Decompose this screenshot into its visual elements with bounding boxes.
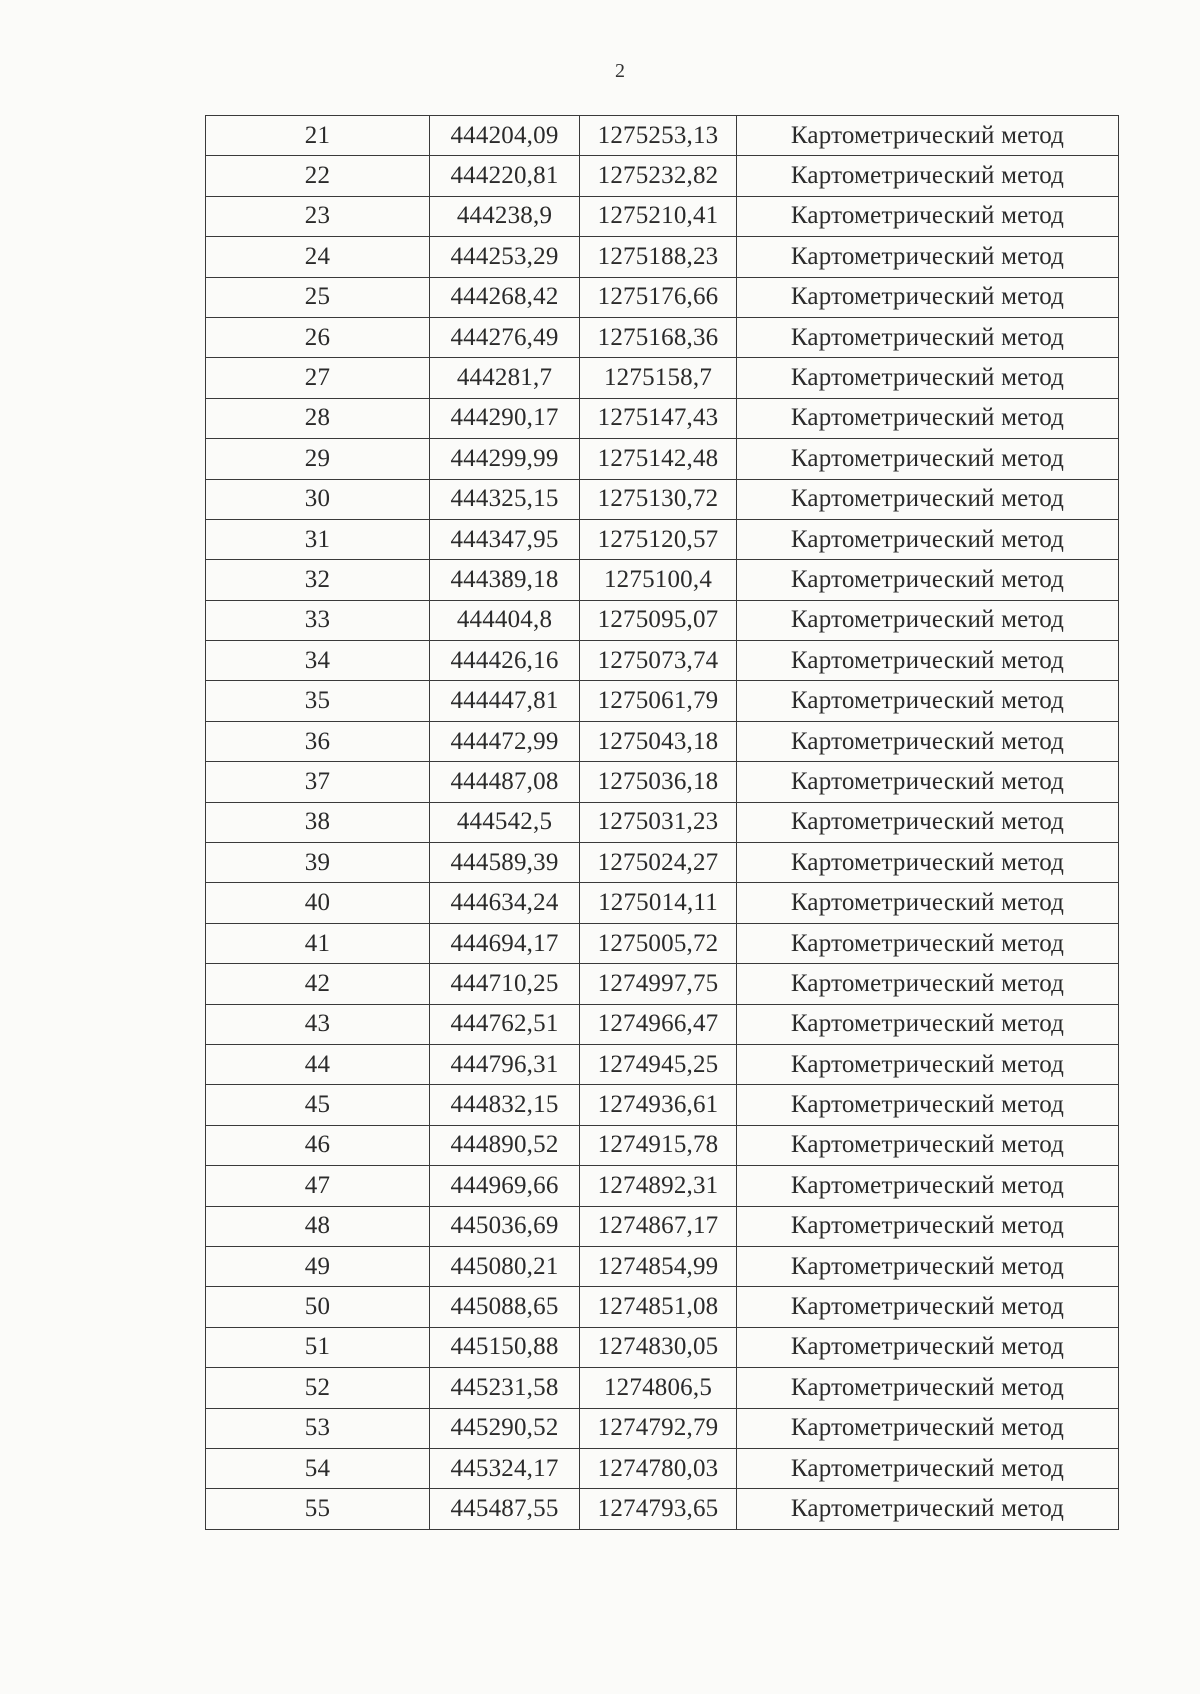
y-coordinate-cell: 1274851,08	[580, 1287, 737, 1327]
table-row	[206, 762, 1119, 802]
y-coordinate-cell: 1275142,48	[580, 439, 737, 479]
y-coordinate-cell: 1274966,47	[580, 1004, 737, 1044]
y-coordinate-cell: 1274806,5	[580, 1368, 737, 1408]
method-cell: Картометрический метод	[737, 358, 1119, 398]
x-coordinate-cell: 444542,5	[430, 802, 580, 842]
method-cell: Картометрический метод	[737, 1004, 1119, 1044]
point-number-cell: 26	[206, 317, 430, 357]
table-row	[206, 317, 1119, 357]
x-coordinate-cell: 444634,24	[430, 883, 580, 923]
point-number-cell: 38	[206, 802, 430, 842]
point-number-cell: 50	[206, 1287, 430, 1327]
table-row	[206, 923, 1119, 963]
table-row	[206, 600, 1119, 640]
y-coordinate-cell: 1275130,72	[580, 479, 737, 519]
x-coordinate-cell: 444969,66	[430, 1166, 580, 1206]
point-number-cell: 28	[206, 398, 430, 438]
x-coordinate-cell: 444832,15	[430, 1085, 580, 1125]
table-row	[206, 883, 1119, 923]
method-cell: Картометрический метод	[737, 1368, 1119, 1408]
x-coordinate-cell: 445150,88	[430, 1327, 580, 1367]
point-number-cell: 48	[206, 1206, 430, 1246]
table-row	[206, 802, 1119, 842]
table-row	[206, 1125, 1119, 1165]
method-cell: Картометрический метод	[737, 479, 1119, 519]
y-coordinate-cell: 1275120,57	[580, 519, 737, 559]
point-number-cell: 52	[206, 1368, 430, 1408]
y-coordinate-cell: 1275005,72	[580, 923, 737, 963]
method-cell: Картометрический метод	[737, 1125, 1119, 1165]
point-number-cell: 41	[206, 923, 430, 963]
x-coordinate-cell: 444268,42	[430, 277, 580, 317]
point-number-cell: 34	[206, 641, 430, 681]
point-number-cell: 29	[206, 439, 430, 479]
table-row	[206, 641, 1119, 681]
x-coordinate-cell: 445231,58	[430, 1368, 580, 1408]
method-cell: Картометрический метод	[737, 116, 1119, 156]
table-row	[206, 156, 1119, 196]
method-cell: Картометрический метод	[737, 1085, 1119, 1125]
table-row	[206, 1166, 1119, 1206]
y-coordinate-cell: 1274997,75	[580, 964, 737, 1004]
point-number-cell: 51	[206, 1327, 430, 1367]
x-coordinate-cell: 445324,17	[430, 1448, 580, 1488]
point-number-cell: 24	[206, 237, 430, 277]
table-row	[206, 560, 1119, 600]
x-coordinate-cell: 444762,51	[430, 1004, 580, 1044]
method-cell: Картометрический метод	[737, 964, 1119, 1004]
method-cell: Картометрический метод	[737, 237, 1119, 277]
y-coordinate-cell: 1275188,23	[580, 237, 737, 277]
x-coordinate-cell: 444299,99	[430, 439, 580, 479]
x-coordinate-cell: 444694,17	[430, 923, 580, 963]
y-coordinate-cell: 1274792,79	[580, 1408, 737, 1448]
method-cell: Картометрический метод	[737, 762, 1119, 802]
x-coordinate-cell: 444389,18	[430, 560, 580, 600]
x-coordinate-cell: 444276,49	[430, 317, 580, 357]
point-number-cell: 25	[206, 277, 430, 317]
method-cell: Картометрический метод	[737, 641, 1119, 681]
point-number-cell: 49	[206, 1246, 430, 1286]
x-coordinate-cell: 444426,16	[430, 641, 580, 681]
point-number-cell: 27	[206, 358, 430, 398]
x-coordinate-cell: 444710,25	[430, 964, 580, 1004]
table-row	[206, 237, 1119, 277]
method-cell: Картометрический метод	[737, 1246, 1119, 1286]
point-number-cell: 36	[206, 721, 430, 761]
y-coordinate-cell: 1275147,43	[580, 398, 737, 438]
x-coordinate-cell: 444347,95	[430, 519, 580, 559]
y-coordinate-cell: 1274793,65	[580, 1489, 737, 1529]
y-coordinate-cell: 1275024,27	[580, 843, 737, 883]
y-coordinate-cell: 1274780,03	[580, 1448, 737, 1488]
y-coordinate-cell: 1275176,66	[580, 277, 737, 317]
table-row	[206, 1448, 1119, 1488]
table-row	[206, 843, 1119, 883]
table-row	[206, 519, 1119, 559]
method-cell: Картометрический метод	[737, 156, 1119, 196]
page-number: 2	[615, 60, 625, 82]
x-coordinate-cell: 444253,29	[430, 237, 580, 277]
x-coordinate-cell: 445088,65	[430, 1287, 580, 1327]
table-row	[206, 1044, 1119, 1084]
method-cell: Картометрический метод	[737, 1327, 1119, 1367]
table-row	[206, 439, 1119, 479]
x-coordinate-cell: 444487,08	[430, 762, 580, 802]
point-number-cell: 44	[206, 1044, 430, 1084]
y-coordinate-cell: 1275031,23	[580, 802, 737, 842]
point-number-cell: 47	[206, 1166, 430, 1206]
x-coordinate-cell: 445487,55	[430, 1489, 580, 1529]
point-number-cell: 46	[206, 1125, 430, 1165]
table-row	[206, 964, 1119, 1004]
method-cell: Картометрический метод	[737, 1287, 1119, 1327]
method-cell: Картометрический метод	[737, 398, 1119, 438]
point-number-cell: 37	[206, 762, 430, 802]
point-number-cell: 39	[206, 843, 430, 883]
x-coordinate-cell: 444238,9	[430, 196, 580, 236]
point-number-cell: 33	[206, 600, 430, 640]
method-cell: Картометрический метод	[737, 1408, 1119, 1448]
y-coordinate-cell: 1274867,17	[580, 1206, 737, 1246]
y-coordinate-cell: 1275210,41	[580, 196, 737, 236]
table-row	[206, 1408, 1119, 1448]
point-number-cell: 43	[206, 1004, 430, 1044]
point-number-cell: 31	[206, 519, 430, 559]
point-number-cell: 54	[206, 1448, 430, 1488]
method-cell: Картометрический метод	[737, 317, 1119, 357]
x-coordinate-cell: 444325,15	[430, 479, 580, 519]
y-coordinate-cell: 1274892,31	[580, 1166, 737, 1206]
method-cell: Картометрический метод	[737, 802, 1119, 842]
method-cell: Картометрический метод	[737, 1166, 1119, 1206]
y-coordinate-cell: 1275043,18	[580, 721, 737, 761]
method-cell: Картометрический метод	[737, 600, 1119, 640]
method-cell: Картометрический метод	[737, 196, 1119, 236]
point-number-cell: 22	[206, 156, 430, 196]
table-row	[206, 116, 1119, 156]
y-coordinate-cell: 1274936,61	[580, 1085, 737, 1125]
point-number-cell: 45	[206, 1085, 430, 1125]
table-row	[206, 1206, 1119, 1246]
y-coordinate-cell: 1275158,7	[580, 358, 737, 398]
y-coordinate-cell: 1274945,25	[580, 1044, 737, 1084]
table-row	[206, 1368, 1119, 1408]
x-coordinate-cell: 444589,39	[430, 843, 580, 883]
point-number-cell: 42	[206, 964, 430, 1004]
y-coordinate-cell: 1275036,18	[580, 762, 737, 802]
method-cell: Картометрический метод	[737, 277, 1119, 317]
method-cell: Картометрический метод	[737, 519, 1119, 559]
x-coordinate-cell: 444220,81	[430, 156, 580, 196]
method-cell: Картометрический метод	[737, 721, 1119, 761]
table-row	[206, 1085, 1119, 1125]
table-row	[206, 358, 1119, 398]
x-coordinate-cell: 444890,52	[430, 1125, 580, 1165]
table-row	[206, 1327, 1119, 1367]
coordinates-table	[205, 115, 1119, 1530]
y-coordinate-cell: 1275100,4	[580, 560, 737, 600]
method-cell: Картометрический метод	[737, 439, 1119, 479]
y-coordinate-cell: 1275073,74	[580, 641, 737, 681]
table-row	[206, 1287, 1119, 1327]
x-coordinate-cell: 444796,31	[430, 1044, 580, 1084]
x-coordinate-cell: 444204,09	[430, 116, 580, 156]
point-number-cell: 40	[206, 883, 430, 923]
y-coordinate-cell: 1275061,79	[580, 681, 737, 721]
table-row	[206, 398, 1119, 438]
x-coordinate-cell: 444404,8	[430, 600, 580, 640]
method-cell: Картометрический метод	[737, 923, 1119, 963]
method-cell: Картометрический метод	[737, 1489, 1119, 1529]
point-number-cell: 21	[206, 116, 430, 156]
method-cell: Картометрический метод	[737, 1206, 1119, 1246]
method-cell: Картометрический метод	[737, 883, 1119, 923]
method-cell: Картометрический метод	[737, 681, 1119, 721]
x-coordinate-cell: 444472,99	[430, 721, 580, 761]
y-coordinate-cell: 1274830,05	[580, 1327, 737, 1367]
x-coordinate-cell: 444447,81	[430, 681, 580, 721]
point-number-cell: 53	[206, 1408, 430, 1448]
x-coordinate-cell: 444290,17	[430, 398, 580, 438]
table-row	[206, 721, 1119, 761]
y-coordinate-cell: 1275014,11	[580, 883, 737, 923]
method-cell: Картометрический метод	[737, 560, 1119, 600]
point-number-cell: 30	[206, 479, 430, 519]
table-row	[206, 681, 1119, 721]
method-cell: Картометрический метод	[737, 1044, 1119, 1084]
point-number-cell: 35	[206, 681, 430, 721]
point-number-cell: 32	[206, 560, 430, 600]
method-cell: Картометрический метод	[737, 843, 1119, 883]
y-coordinate-cell: 1275253,13	[580, 116, 737, 156]
coordinates-table-body	[206, 116, 1119, 1530]
table-row	[206, 1004, 1119, 1044]
method-cell: Картометрический метод	[737, 1448, 1119, 1488]
y-coordinate-cell: 1274854,99	[580, 1246, 737, 1286]
y-coordinate-cell: 1275168,36	[580, 317, 737, 357]
point-number-cell: 55	[206, 1489, 430, 1529]
table-row	[206, 277, 1119, 317]
y-coordinate-cell: 1275232,82	[580, 156, 737, 196]
point-number-cell: 23	[206, 196, 430, 236]
x-coordinate-cell: 444281,7	[430, 358, 580, 398]
y-coordinate-cell: 1274915,78	[580, 1125, 737, 1165]
table-row	[206, 479, 1119, 519]
table-row	[206, 1489, 1119, 1529]
x-coordinate-cell: 445036,69	[430, 1206, 580, 1246]
table-row	[206, 196, 1119, 236]
y-coordinate-cell: 1275095,07	[580, 600, 737, 640]
table-row	[206, 1246, 1119, 1286]
x-coordinate-cell: 445080,21	[430, 1246, 580, 1286]
x-coordinate-cell: 445290,52	[430, 1408, 580, 1448]
